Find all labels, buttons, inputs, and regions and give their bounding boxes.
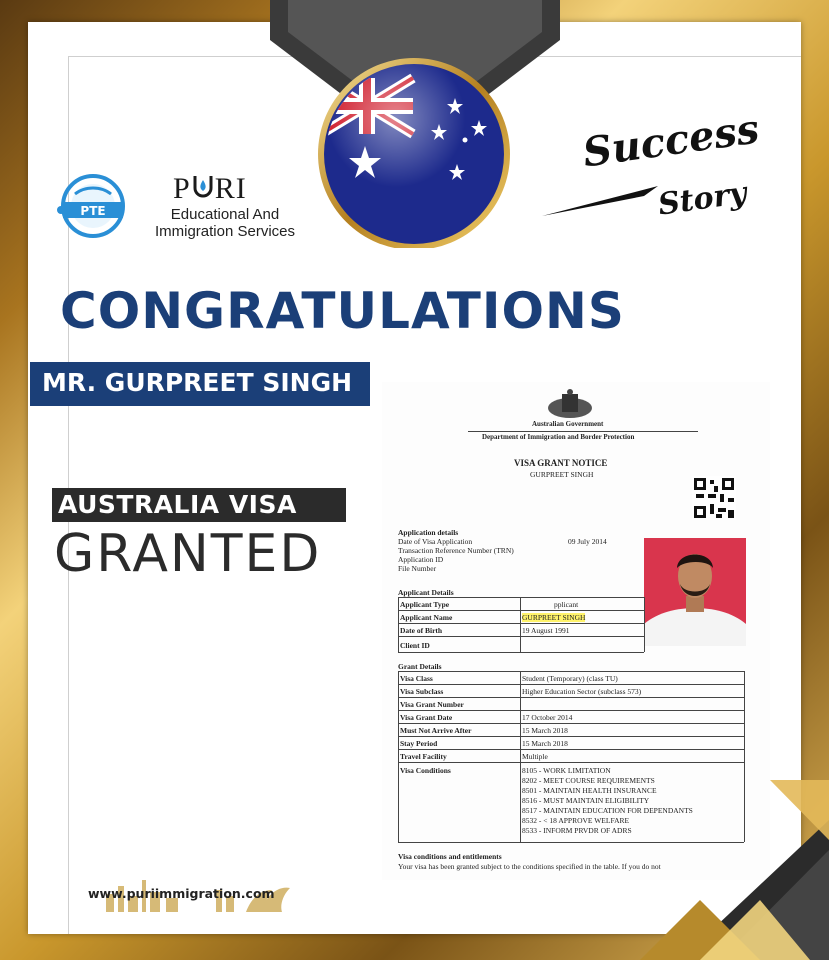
success-story-badge (540, 105, 762, 240)
app-date: 09 July 2014 (568, 537, 607, 546)
grant-row-value: 15 March 2018 (522, 739, 568, 748)
puri-wordmark-ri: RI (214, 172, 247, 205)
dob-value: 19 August 1991 (522, 626, 570, 635)
app-row: File Number (398, 564, 437, 573)
client-id-label: Client ID (400, 641, 430, 650)
grant-row-label: Stay Period (400, 739, 438, 748)
condition-item: 8532 - < 18 APPROVE WELFARE (522, 816, 630, 825)
grant-row-value: Higher Education Sector (subclass 573) (522, 687, 642, 696)
condition-item: 8533 - INFORM PRVDR OF ADRS (522, 826, 632, 835)
doc-title: VISA GRANT NOTICE (514, 458, 608, 468)
grant-row-value: Multiple (522, 752, 548, 761)
website-link[interactable]: www.puriimmigration.com (88, 886, 275, 901)
puri-wordmark-p: P (173, 172, 191, 205)
applicant-heading: Applicant Details (398, 588, 454, 597)
coat-of-arms-icon (542, 388, 598, 420)
app-row: Date of Visa Application (398, 537, 473, 546)
applicant-name-value: GURPREET SINGH (522, 613, 586, 622)
condition-item: 8105 - WORK LIMITATION (522, 766, 611, 775)
grant-row-value: 15 March 2018 (522, 726, 568, 735)
pte-logo-text: PTE (80, 204, 106, 218)
dob-label: Date of Birth (400, 626, 443, 635)
grant-heading: Grant Details (398, 662, 442, 671)
australia-flag-medal-icon (307, 58, 521, 248)
success-label: Success (580, 105, 762, 177)
app-row: Application ID (398, 555, 444, 564)
grant-row-label: Visa Subclass (400, 687, 444, 696)
visa-conditions-label: Visa Conditions (400, 766, 451, 775)
company-logo-group (55, 170, 325, 250)
applicant-name-label: Applicant Name (400, 613, 453, 622)
story-label: Story (656, 175, 749, 223)
qr-code-icon (692, 476, 736, 520)
puri-u-drop-icon (191, 174, 215, 200)
applicant-type-value: pplicant (554, 600, 579, 609)
company-subtitle: Educational And Immigration Services (154, 206, 296, 240)
entitlements-heading: Visa conditions and entitlements (398, 852, 502, 861)
app-details-heading: Application details (398, 528, 459, 537)
condition-item: 8517 - MAINTAIN EDUCATION FOR DEPENDANTS (522, 806, 693, 815)
grant-row-label: Visa Class (400, 674, 433, 683)
applicant-type-label: Applicant Type (400, 600, 450, 609)
condition-item: 8501 - MAINTAIN HEALTH INSURANCE (522, 786, 657, 795)
grant-row-label: Travel Facility (400, 752, 447, 761)
headline: CONGRATULATIONS (60, 282, 625, 340)
swoosh-icon (540, 180, 660, 220)
doc-holder: GURPREET SINGH (530, 470, 594, 479)
granted-status: GRANTED (54, 524, 322, 584)
condition-item: 8202 - MEET COURSE REQUIREMENTS (522, 776, 655, 785)
grant-row-label: Visa Grant Date (400, 713, 453, 722)
app-row: Transaction Reference Number (TRN) (398, 546, 514, 555)
grant-row-value: 17 October 2014 (522, 713, 573, 722)
visa-label: AUSTRALIA VISA (58, 490, 297, 519)
applicant-photo (644, 538, 746, 646)
applicant-portrait-icon (644, 538, 746, 646)
puri-wordmark (173, 172, 247, 206)
doc-department: Department of Immigration and Border Protection (482, 433, 635, 441)
grant-row-label: Must Not Arrive After (400, 726, 472, 735)
pte-globe-logo-icon (55, 170, 127, 242)
grant-row-value: Student (Temporary) (class TU) (522, 674, 618, 683)
grant-row-label: Visa Grant Number (400, 700, 464, 709)
entitlements-text: Your visa has been granted subject to the conditions specified in the table. If you do not (398, 862, 661, 871)
client-name: MR. GURPREET SINGH (42, 368, 353, 397)
corner-decoration (640, 780, 829, 960)
doc-gov: Australian Government (532, 420, 604, 428)
condition-item: 8516 - MUST MAINTAIN ELIGIBILITY (522, 796, 650, 805)
